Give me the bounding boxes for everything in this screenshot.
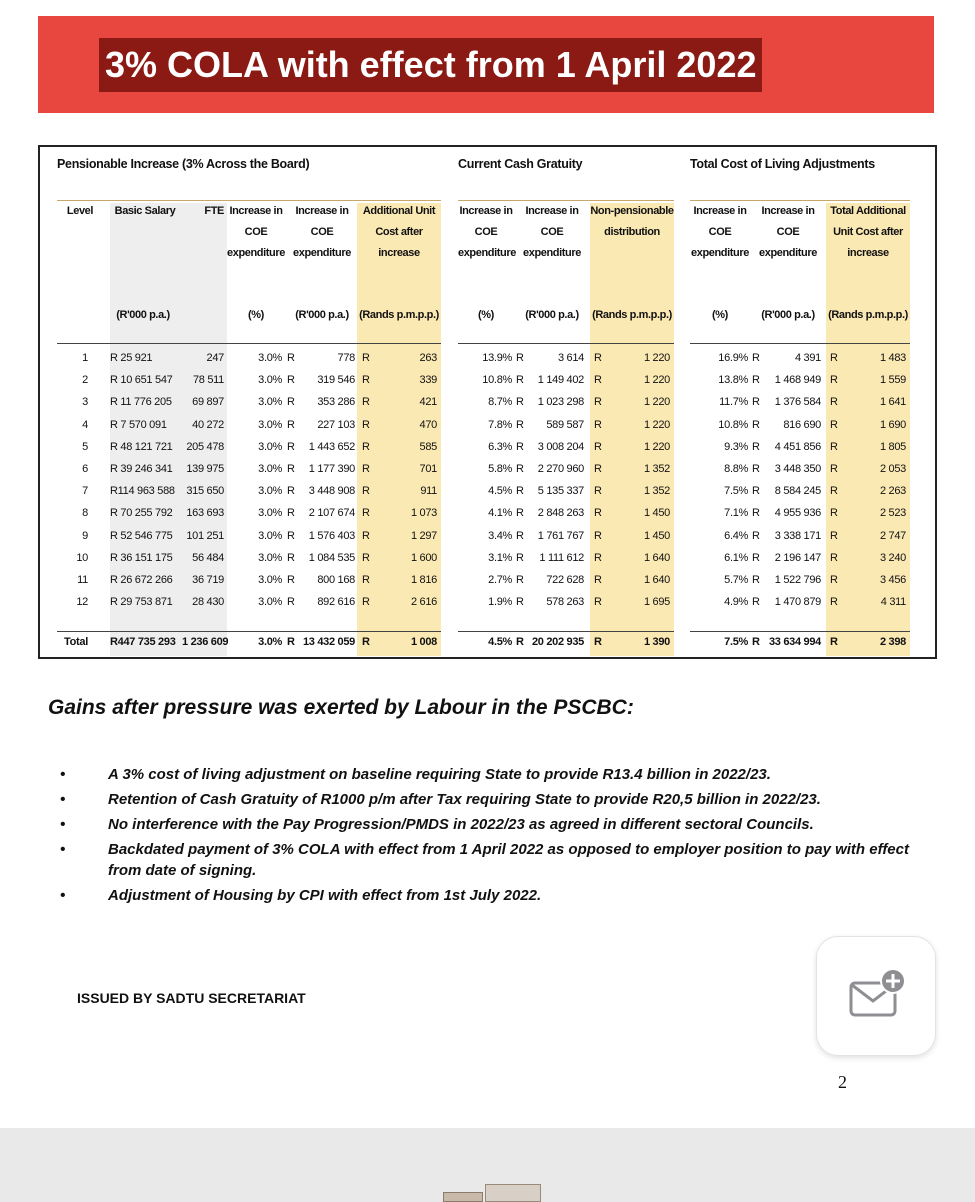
cell-g-coe: 3 614 <box>557 352 584 364</box>
cell-g-pct: 13.9% <box>482 352 512 364</box>
cell-p-unit: 1 008 <box>410 636 437 648</box>
header-fte: FTE <box>204 205 224 217</box>
cell-level: 3 <box>82 396 88 409</box>
cell-level: 10 <box>76 551 88 564</box>
cell-p-r2: R <box>362 396 370 409</box>
cell-g-r2: R <box>594 507 602 520</box>
cell-p-r2: R <box>362 418 370 431</box>
cell-g-r2: R <box>594 529 602 542</box>
cell-p-coe: 892 616 <box>317 596 355 609</box>
cell-fte: 139 975 <box>186 463 224 475</box>
cell-fte: 247 <box>206 352 224 364</box>
total-rule-3 <box>690 631 910 632</box>
cell-t-coe: 1 470 879 <box>774 596 821 609</box>
cell-p-r: R <box>287 352 295 364</box>
issued-by: ISSUED BY SADTU SECRETARIAT <box>77 990 306 1006</box>
cell-p-coe: 1 576 403 <box>308 529 355 542</box>
bullet-text: Adjustment of Housing by CPI with effect from 1st July 2022. <box>108 887 542 904</box>
cell-salary: R 25 921 <box>110 352 153 364</box>
cell-g-r: R <box>516 418 524 431</box>
cell-t-unit: 2 747 <box>879 529 906 542</box>
cell-g-pct: 1.9% <box>488 596 512 609</box>
cell-level: 8 <box>82 507 88 520</box>
cell-p-r: R <box>287 596 295 609</box>
cell-p-r: R <box>287 574 295 586</box>
cell-g-pct: 10.8% <box>482 374 512 387</box>
section-gratuity: Current Cash Gratuity <box>458 157 583 171</box>
cell-salary: R 39 246 341 <box>110 463 173 475</box>
cell-p-unit: 1 816 <box>410 574 437 586</box>
cell-g-unit: 1 695 <box>643 596 670 609</box>
cell-g-coe: 722 628 <box>546 574 584 586</box>
unit-total-rands: (Rands p.m.p.p.) <box>828 309 908 321</box>
cell-t-coe: 4 391 <box>794 352 821 364</box>
cell-p-pct: 3.0% <box>258 396 282 409</box>
cell-g-coe: 5 135 337 <box>537 485 584 498</box>
cell-fte: 36 719 <box>192 574 224 586</box>
cell-p-unit: 911 <box>420 485 437 498</box>
cell-t-coe: 33 634 994 <box>768 636 821 648</box>
cell-g-coe: 1 111 612 <box>539 551 584 564</box>
cell-g-pct: 3.4% <box>488 529 512 542</box>
cell-t-r: R <box>752 463 760 475</box>
cell-g-r2: R <box>594 374 602 387</box>
cell-p-pct: 3.0% <box>258 551 282 564</box>
cell-fte: 78 511 <box>192 374 224 387</box>
cell-fte: 101 251 <box>186 529 224 542</box>
cell-p-unit: 421 <box>419 396 437 409</box>
cell-g-r2: R <box>594 463 602 475</box>
cell-salary: R 36 151 175 <box>110 551 173 564</box>
cell-t-unit: 3 456 <box>879 574 906 586</box>
bullet-dot: • <box>60 841 66 858</box>
cell-t-pct: 6.1% <box>724 551 748 564</box>
cell-g-coe: 3 008 204 <box>537 440 584 453</box>
bullet-text: Backdated payment of 3% COLA with effect from 1 April 2022 as opposed to employer position to pay with effect from date of signing. <box>108 841 909 879</box>
cell-p-r2: R <box>362 374 370 387</box>
cell-level: 5 <box>82 440 88 453</box>
cell-t-pct: 11.7% <box>719 396 748 409</box>
cell-t-r: R <box>752 529 760 542</box>
cell-g-pct: 8.7% <box>488 396 512 409</box>
cell-t-coe: 2 196 147 <box>774 551 821 564</box>
cell-t-unit: 1 641 <box>879 396 906 409</box>
cell-g-unit: 1 220 <box>643 396 670 409</box>
cell-t-r: R <box>752 396 760 409</box>
cell-t-r2: R <box>830 529 838 542</box>
cell-p-r: R <box>287 529 295 542</box>
cell-level: 9 <box>82 529 88 542</box>
cell-g-r: R <box>516 374 524 387</box>
cell-g-unit: 1 220 <box>643 418 670 431</box>
units-rule-1 <box>57 343 441 344</box>
cell-p-r: R <box>287 418 295 431</box>
cell-p-r: R <box>287 463 295 475</box>
cell-t-r2: R <box>830 374 838 387</box>
cell-g-r2: R <box>594 440 602 453</box>
cell-p-r2: R <box>362 596 370 609</box>
cell-g-r: R <box>516 440 524 453</box>
cell-g-r2: R <box>594 418 602 431</box>
cell-g-r2: R <box>594 485 602 498</box>
cell-t-r2: R <box>830 507 838 520</box>
add-mail-button[interactable] <box>816 936 936 1056</box>
page-title: 3% COLA with effect from 1 April 2022 <box>99 38 762 92</box>
cell-g-r: R <box>516 636 524 648</box>
cell-p-pct: 3.0% <box>258 507 282 520</box>
bullet-dot: • <box>60 887 66 904</box>
cell-level: 11 <box>77 574 88 586</box>
cell-salary: R 70 255 792 <box>110 507 173 520</box>
cell-p-pct: 3.0% <box>258 636 282 648</box>
bullet-dot: • <box>60 766 66 783</box>
cell-t-r2: R <box>830 352 838 364</box>
cell-salary: R114 963 588 <box>110 485 175 498</box>
unit-basic-salary: (R'000 p.a.) <box>116 309 170 321</box>
cell-t-pct: 8.8% <box>724 463 748 475</box>
page-number: 2 <box>838 1072 847 1092</box>
cell-p-r: R <box>287 485 295 498</box>
cell-g-unit: 1 220 <box>643 440 670 453</box>
mail-plus-icon <box>817 937 935 1055</box>
cell-g-r: R <box>516 352 524 364</box>
thumbnail-prev[interactable] <box>443 1192 483 1202</box>
cell-t-unit: 2 263 <box>879 485 906 498</box>
cell-g-pct: 4.5% <box>488 636 512 648</box>
cell-salary: R 10 651 547 <box>110 374 173 387</box>
cell-t-unit: 1 690 <box>879 418 906 431</box>
cell-salary: R 52 546 775 <box>110 529 173 542</box>
cell-fte: 205 478 <box>186 440 224 453</box>
cell-p-r2: R <box>362 529 370 542</box>
cell-t-coe: 1 468 949 <box>774 374 821 387</box>
list-item <box>60 885 940 906</box>
header-total-increase-in-coe: Increase in COE expenditure <box>759 205 817 259</box>
cell-t-coe: 1 376 584 <box>774 396 821 409</box>
list-item <box>60 814 940 835</box>
cell-p-unit: 470 <box>419 418 437 431</box>
cell-p-coe: 1 443 652 <box>308 440 355 453</box>
cell-t-unit: 1 559 <box>879 374 906 387</box>
cell-g-r: R <box>516 396 524 409</box>
cell-t-pct: 4.9% <box>724 596 748 609</box>
cell-level: 2 <box>82 374 88 387</box>
cell-p-pct: 3.0% <box>258 596 282 609</box>
cell-p-r2: R <box>362 551 370 564</box>
cell-g-pct: 4.1% <box>488 507 512 520</box>
units-rule-3 <box>690 343 910 344</box>
cell-fte: 315 650 <box>186 485 224 498</box>
cell-g-unit: 1 220 <box>643 374 670 387</box>
cell-t-r: R <box>752 352 760 364</box>
cell-p-unit: 263 <box>419 352 437 364</box>
cell-p-coe: 13 432 059 <box>302 636 355 648</box>
cell-g-coe: 1 761 767 <box>537 529 584 542</box>
cell-fte: 69 897 <box>192 396 224 409</box>
unit-total-rpa: (R'000 p.a.) <box>761 309 815 321</box>
cell-g-r: R <box>516 507 524 520</box>
cell-level: 7 <box>82 485 88 498</box>
cell-fte: 56 484 <box>192 551 224 564</box>
header-additional-unit-cost: Additional Unit Cost after increase <box>362 205 436 259</box>
unit-grat-rands: (Rands p.m.p.p.) <box>592 309 672 321</box>
cell-p-pct: 3.0% <box>258 352 282 364</box>
cell-p-unit: 339 <box>419 374 437 387</box>
cell-p-coe: 800 168 <box>317 574 355 586</box>
cell-g-coe: 589 587 <box>546 418 584 431</box>
cell-t-r: R <box>752 507 760 520</box>
cell-p-r: R <box>287 440 295 453</box>
cell-t-unit: 1 805 <box>879 440 906 453</box>
cell-p-unit: 1 600 <box>410 551 437 564</box>
cell-g-coe: 2 270 960 <box>537 463 584 475</box>
cell-p-r: R <box>287 374 295 387</box>
cell-p-r: R <box>287 551 295 564</box>
cell-p-r2: R <box>362 636 370 648</box>
cell-g-pct: 3.1% <box>488 551 512 564</box>
cell-t-pct: 13.8% <box>718 374 748 387</box>
unit-pens-rpa: (R'000 p.a.) <box>295 309 349 321</box>
cell-level: 6 <box>82 463 88 475</box>
bullet-text: No interference with the Pay Progression/PMDS in 2022/23 as agreed in different sectoral Councils. <box>108 816 814 833</box>
header-grat-increase-coe: Increase in COE expenditure <box>458 205 516 259</box>
cell-p-pct: 3.0% <box>258 418 282 431</box>
cell-t-r: R <box>752 551 760 564</box>
header-pens-increase-coe: Increase in COE expenditure <box>227 205 285 259</box>
cell-g-r: R <box>516 529 524 542</box>
cell-g-pct: 7.8% <box>488 418 512 431</box>
cell-p-unit: 585 <box>419 440 437 453</box>
cell-t-unit: 1 483 <box>879 352 906 364</box>
cell-g-coe: 1 023 298 <box>537 396 584 409</box>
cell-g-r2: R <box>594 596 602 609</box>
cell-p-pct: 3.0% <box>258 574 282 586</box>
cell-p-pct: 3.0% <box>258 374 282 387</box>
cell-salary: R 11 776 205 <box>110 396 172 409</box>
header-grat-increase-in-coe: Increase in COE expenditure <box>523 205 581 259</box>
cell-p-unit: 1 073 <box>410 507 437 520</box>
cell-t-pct: 10.8% <box>718 418 748 431</box>
cell-t-pct: 16.9% <box>718 352 748 364</box>
total-rule-1 <box>57 631 441 632</box>
cell-t-unit: 2 398 <box>879 636 906 648</box>
cell-g-r2: R <box>594 352 602 364</box>
cell-t-r2: R <box>830 574 838 586</box>
cell-g-r: R <box>516 574 524 586</box>
header-pens-increase-in-coe: Increase in COE expenditure <box>293 205 351 259</box>
cell-g-unit: 1 450 <box>643 507 670 520</box>
cell-t-r: R <box>752 485 760 498</box>
cell-p-r: R <box>287 507 295 520</box>
cell-g-r: R <box>516 463 524 475</box>
cell-p-pct: 3.0% <box>258 440 282 453</box>
cell-p-pct: 3.0% <box>258 529 282 542</box>
cell-t-coe: 8 584 245 <box>774 485 821 498</box>
cell-g-r2: R <box>594 636 602 648</box>
cell-p-r2: R <box>362 440 370 453</box>
cell-g-coe: 578 263 <box>546 596 584 609</box>
cell-level: 4 <box>82 418 88 431</box>
cell-g-unit: 1 390 <box>643 636 670 648</box>
cell-p-r2: R <box>362 463 370 475</box>
cell-g-r2: R <box>594 396 602 409</box>
cell-t-unit: 3 240 <box>879 551 906 564</box>
header-basic-salary: Basic Salary <box>114 205 176 217</box>
cell-level: Total <box>64 636 88 648</box>
cell-t-pct: 9.3% <box>724 440 748 453</box>
cell-p-r2: R <box>362 574 370 586</box>
cell-g-unit: 1 640 <box>643 574 670 586</box>
unit-total-pct: (%) <box>712 309 728 321</box>
total-rule-2 <box>458 631 674 632</box>
cell-g-r: R <box>516 596 524 609</box>
cell-level: 12 <box>76 596 88 609</box>
cell-g-coe: 1 149 402 <box>537 374 584 387</box>
header-total-increase-coe: Increase in COE expenditure <box>691 205 749 259</box>
cell-g-pct: 6.3% <box>488 440 512 453</box>
section-pensionable: Pensionable Increase (3% Across the Board) <box>57 157 310 171</box>
cell-p-coe: 319 546 <box>317 374 355 387</box>
cell-salary: R447 735 293 <box>110 636 176 648</box>
cell-p-coe: 778 <box>337 352 355 364</box>
cell-g-unit: 1 450 <box>643 529 670 542</box>
cell-g-unit: 1 220 <box>643 352 670 364</box>
cell-fte: 163 693 <box>186 507 224 520</box>
list-item <box>60 764 940 785</box>
section-total: Total Cost of Living Adjustments <box>690 157 875 171</box>
cell-g-unit: 1 352 <box>643 463 670 475</box>
cell-p-coe: 227 103 <box>317 418 355 431</box>
bullet-dot: • <box>60 816 66 833</box>
cell-t-r: R <box>752 440 760 453</box>
cell-p-r: R <box>287 636 295 648</box>
cell-salary: R 48 121 721 <box>110 440 173 453</box>
cell-t-pct: 7.5% <box>724 485 748 498</box>
cell-g-pct: 4.5% <box>488 485 512 498</box>
cell-t-r2: R <box>830 396 838 409</box>
cell-p-pct: 3.0% <box>258 485 282 498</box>
cell-p-coe: 3 448 908 <box>308 485 355 498</box>
cell-t-unit: 2 053 <box>879 463 906 475</box>
cell-t-coe: 3 338 171 <box>774 529 821 542</box>
cell-salary: R 29 753 871 <box>110 596 173 609</box>
cell-t-r2: R <box>830 636 838 648</box>
cell-t-r: R <box>752 596 760 609</box>
cell-t-r: R <box>752 636 760 648</box>
bullet-text: Retention of Cash Gratuity of R1000 p/m after Tax requiring State to provide R20,5 billion in 2022/23. <box>108 791 821 808</box>
cell-t-r2: R <box>830 485 838 498</box>
cell-g-r2: R <box>594 551 602 564</box>
bullet-text: A 3% cost of living adjustment on baseline requiring State to provide R13.4 billion in 2022/23. <box>108 766 771 783</box>
cell-g-unit: 1 640 <box>643 551 670 564</box>
cell-fte: 1 236 609 <box>182 636 229 648</box>
header-non-pensionable: Non-pensionable distribution <box>590 205 674 238</box>
list-item <box>60 789 940 810</box>
cell-p-unit: 1 297 <box>410 529 437 542</box>
gains-heading: Gains after pressure was exerted by Labour in the PSCBC: <box>48 696 634 719</box>
cell-t-r2: R <box>830 418 838 431</box>
cell-salary: R 26 672 266 <box>110 574 173 586</box>
thumbnail-current[interactable] <box>485 1184 541 1202</box>
cell-p-r2: R <box>362 352 370 364</box>
cell-g-pct: 2.7% <box>488 574 512 586</box>
cell-p-r2: R <box>362 507 370 520</box>
cell-p-coe: 1 177 390 <box>308 463 355 475</box>
cell-t-pct: 6.4% <box>724 529 748 542</box>
cell-g-coe: 2 848 263 <box>537 507 584 520</box>
cell-t-r: R <box>752 418 760 431</box>
cell-t-coe: 4 451 856 <box>774 440 821 453</box>
cell-g-pct: 5.8% <box>488 463 512 475</box>
cell-g-r: R <box>516 485 524 498</box>
cell-t-pct: 7.5% <box>724 636 748 648</box>
bullet-dot: • <box>60 791 66 808</box>
cell-p-r2: R <box>362 485 370 498</box>
cell-t-unit: 2 523 <box>879 507 906 520</box>
cell-p-coe: 2 107 674 <box>308 507 355 520</box>
units-rule-2 <box>458 343 674 344</box>
cell-t-coe: 1 522 796 <box>774 574 821 586</box>
cell-t-r: R <box>752 574 760 586</box>
cell-g-coe: 20 202 935 <box>531 636 584 648</box>
cell-p-coe: 353 286 <box>317 396 355 409</box>
cell-level: 1 <box>82 352 88 364</box>
cell-p-coe: 1 084 535 <box>308 551 355 564</box>
cell-g-r2: R <box>594 574 602 586</box>
cell-p-unit: 2 616 <box>410 596 437 609</box>
cell-g-r: R <box>516 551 524 564</box>
cell-g-unit: 1 352 <box>643 485 670 498</box>
cell-t-coe: 816 690 <box>783 418 821 431</box>
cell-p-pct: 3.0% <box>258 463 282 475</box>
gains-list <box>60 764 940 910</box>
cell-fte: 40 272 <box>192 418 224 431</box>
unit-pens-rands: (Rands p.m.p.p.) <box>359 309 439 321</box>
list-item <box>60 839 940 881</box>
cell-t-r2: R <box>830 440 838 453</box>
unit-pens-pct: (%) <box>248 309 264 321</box>
cell-t-unit: 4 311 <box>880 596 906 609</box>
cell-p-r: R <box>287 396 295 409</box>
cell-t-r2: R <box>830 596 838 609</box>
cell-t-r: R <box>752 374 760 387</box>
cell-salary: R 7 570 091 <box>110 418 167 431</box>
cell-t-pct: 7.1% <box>724 507 748 520</box>
cell-t-r2: R <box>830 551 838 564</box>
cell-fte: 28 430 <box>192 596 224 609</box>
header-total-additional: Total Additional Unit Cost after increase <box>830 205 906 259</box>
cell-t-pct: 5.7% <box>724 574 748 586</box>
unit-grat-pct: (%) <box>478 309 494 321</box>
cell-t-coe: 4 955 936 <box>774 507 821 520</box>
header-level: Level <box>66 205 94 217</box>
page-thumbnails[interactable] <box>443 1184 541 1200</box>
cell-p-unit: 701 <box>419 463 437 475</box>
cell-t-r2: R <box>830 463 838 475</box>
cell-t-coe: 3 448 350 <box>774 463 821 475</box>
unit-grat-rpa: (R'000 p.a.) <box>525 309 579 321</box>
